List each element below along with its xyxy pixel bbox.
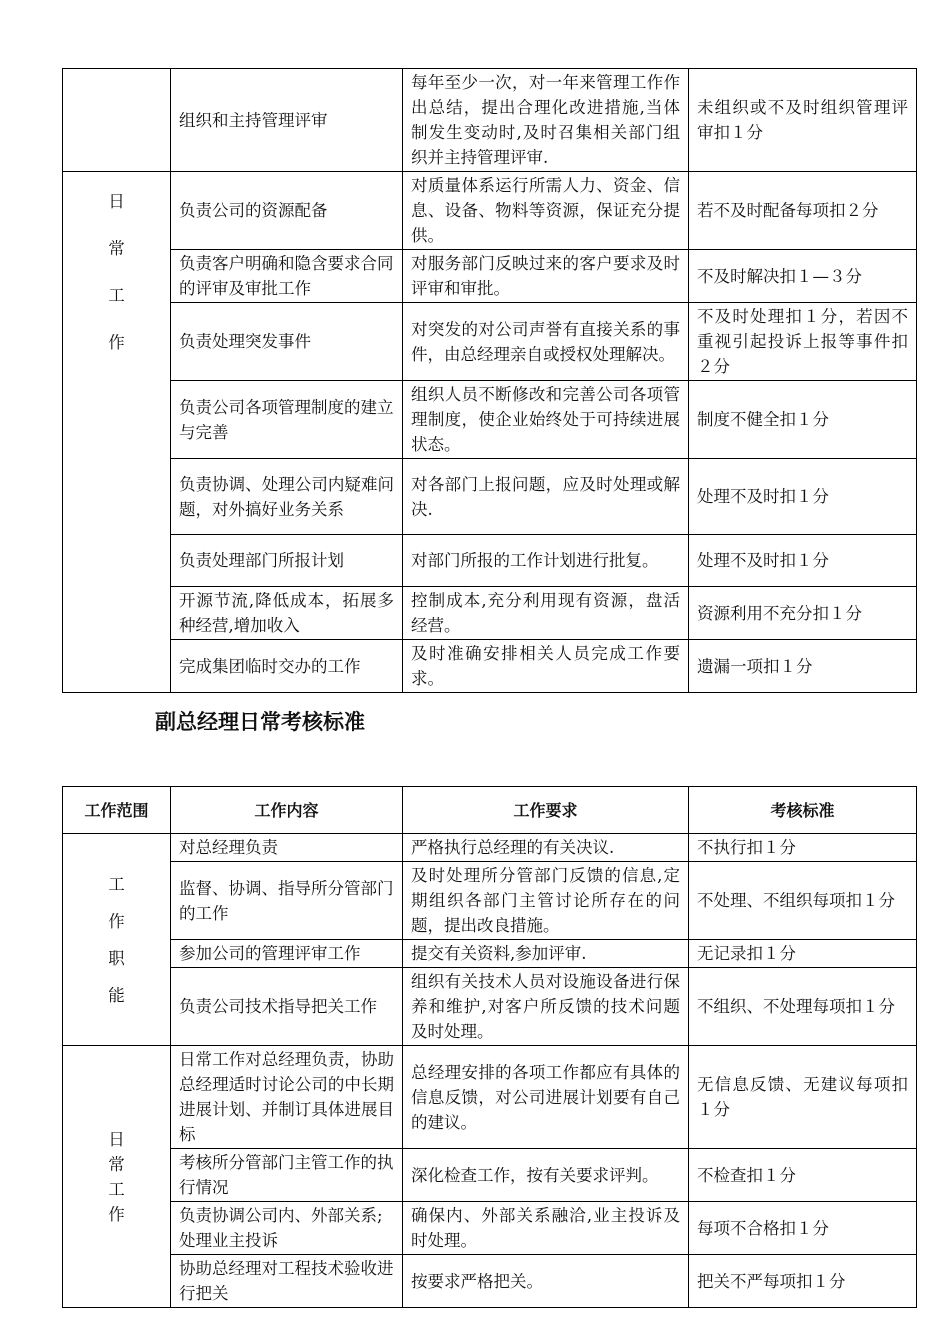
work-content-cell: 完成集团临时交办的工作	[171, 640, 403, 693]
work-requirement-cell: 提交有关资料,参加评审.	[403, 940, 689, 968]
category-char: 工	[108, 874, 125, 894]
work-requirement-cell: 对各部门上报问题，应及时处理或解决.	[403, 459, 689, 535]
table-row	[63, 1046, 917, 1149]
work-content-cell: 考核所分管部门主管工作的执行情况	[171, 1149, 403, 1202]
assessment-standard-cell: 遗漏一项扣１分	[689, 640, 917, 693]
work-content-cell: 负责公司技术指导把关工作	[171, 968, 403, 1046]
work-requirement-cell: 对质量体系运行所需人力、资金、信息、设备、物料等资源，保证充分提供。	[403, 172, 689, 250]
work-requirement-cell: 按要求严格把关。	[403, 1255, 689, 1308]
table-row	[63, 640, 917, 693]
work-requirement-cell: 深化检查工作，按有关要求评判。	[403, 1149, 689, 1202]
work-requirement-cell: 及时处理所分管部门反馈的信息,定期组织各部门主管讨论所存在的问题，提出改良措施。	[403, 862, 689, 940]
table-row	[63, 940, 917, 968]
category-char: 常	[108, 239, 125, 258]
work-requirement-cell: 总经理安排的各项工作都应有具体的信息反馈，对公司进展计划要有自己的建议。	[403, 1046, 689, 1149]
work-requirement-cell: 控制成本,充分利用现有资源，盘活经营。	[403, 587, 689, 640]
assessment-standard-cell: 不检查扣１分	[689, 1149, 917, 1202]
category-cell-job-functions	[63, 834, 171, 1046]
work-requirement-cell: 严格执行总经理的有关决议.	[403, 834, 689, 862]
header-work-content: 工作内容	[171, 787, 403, 834]
table-general-manager-continued	[62, 68, 917, 693]
assessment-standard-cell: 资源利用不充分扣１分	[689, 587, 917, 640]
work-content-cell: 负责公司各项管理制度的建立与完善	[171, 381, 403, 459]
header-assessment-standard: 考核标准	[689, 787, 917, 834]
assessment-standard-cell: 不执行扣１分	[689, 834, 917, 862]
table-row	[63, 303, 917, 381]
work-requirement-cell: 对突发的对公司声誉有直接关系的事件，由总经理亲自或授权处理解决。	[403, 303, 689, 381]
work-content-cell: 参加公司的管理评审工作	[171, 940, 403, 968]
table-row	[63, 381, 917, 459]
assessment-standard-cell: 若不及时配备每项扣２分	[689, 172, 917, 250]
category-char: 作	[108, 333, 125, 352]
assessment-standard-cell: 不及时解决扣１—３分	[689, 250, 917, 303]
work-requirement-cell: 对服务部门反映过来的客户要求及时评审和审批。	[403, 250, 689, 303]
assessment-standard-cell: 制度不健全扣１分	[689, 381, 917, 459]
assessment-standard-cell: 把关不严每项扣１分	[689, 1255, 917, 1308]
table-row	[63, 250, 917, 303]
work-content-cell: 日常工作对总经理负责，协助总经理适时讨论公司的中长期进展计划、并制订具体进展目标	[171, 1046, 403, 1149]
category-char: 日	[108, 192, 125, 211]
work-requirement-cell: 及时准确安排相关人员完成工作要求。	[403, 640, 689, 693]
category-char: 工	[108, 1179, 125, 1199]
table-deputy-general-manager	[62, 786, 917, 1308]
work-content-cell: 组织和主持管理评审	[171, 69, 403, 172]
assessment-standard-cell: 处理不及时扣１分	[689, 459, 917, 535]
section-title: 副总经理日常考核标准	[155, 710, 365, 734]
work-requirement-cell: 组织人员不断修改和完善公司各项管理制度，使企业始终处于可持续进展状态。	[403, 381, 689, 459]
header-work-requirement: 工作要求	[403, 787, 689, 834]
work-content-cell: 开源节流,降低成本，拓展多种经营,增加收入	[171, 587, 403, 640]
work-content-cell: 负责客户明确和隐含要求合同的评审及审批工作	[171, 250, 403, 303]
table-row	[63, 459, 917, 535]
work-requirement-cell: 确保内、外部关系融洽,业主投诉及时处理。	[403, 1202, 689, 1255]
work-requirement-cell: 组织有关技术人员对设施设备进行保养和维护,对客户所反馈的技术问题及时处理。	[403, 968, 689, 1046]
work-requirement-cell: 每年至少一次，对一年来管理工作作出总结，提出合理化改进措施,当体制发生变动时,及时召集相关部门组织并主持管理评审.	[403, 69, 689, 172]
table-row	[63, 968, 917, 1046]
assessment-standard-cell: 不处理、不组织每项扣１分	[689, 862, 917, 940]
category-char: 能	[108, 985, 125, 1005]
table-row	[63, 587, 917, 640]
table-header-row	[63, 787, 917, 834]
work-content-cell: 负责处理部门所报计划	[171, 535, 403, 587]
table-row	[63, 69, 917, 172]
assessment-standard-cell: 不组织、不处理每项扣１分	[689, 968, 917, 1046]
table-row	[63, 1255, 917, 1308]
table-row	[63, 1202, 917, 1255]
work-content-cell: 负责协调、处理公司内疑难问题，对外搞好业务关系	[171, 459, 403, 535]
category-cell-daily-work	[63, 172, 171, 693]
work-content-cell: 监督、协调、指导所分管部门的工作	[171, 862, 403, 940]
category-cell-empty	[63, 69, 171, 172]
category-char: 职	[108, 948, 125, 968]
table-row	[63, 535, 917, 587]
category-char: 日	[108, 1129, 125, 1149]
table-row	[63, 834, 917, 862]
work-content-cell: 协助总经理对工程技术验收进行把关	[171, 1255, 403, 1308]
work-requirement-cell: 对部门所报的工作计划进行批复。	[403, 535, 689, 587]
table-row	[63, 172, 917, 250]
work-content-cell: 负责协调公司内、外部关系;处理业主投诉	[171, 1202, 403, 1255]
category-cell-daily-work	[63, 1046, 171, 1308]
assessment-standard-cell: 无记录扣１分	[689, 940, 917, 968]
assessment-standard-cell: 每项不合格扣１分	[689, 1202, 917, 1255]
work-content-cell: 负责公司的资源配备	[171, 172, 403, 250]
assessment-standard-cell: 不及时处理扣１分，若因不重视引起投诉上报等事件扣２分	[689, 303, 917, 381]
category-char: 常	[108, 1154, 125, 1174]
category-char: 工	[108, 286, 125, 305]
table-row	[63, 1149, 917, 1202]
assessment-standard-cell: 处理不及时扣１分	[689, 535, 917, 587]
category-char: 作	[108, 911, 125, 931]
assessment-standard-cell: 未组织或不及时组织管理评审扣１分	[689, 69, 917, 172]
work-content-cell: 对总经理负责	[171, 834, 403, 862]
work-content-cell: 负责处理突发事件	[171, 303, 403, 381]
header-work-scope: 工作范围	[63, 787, 171, 834]
table-row	[63, 862, 917, 940]
assessment-standard-cell: 无信息反馈、无建议每项扣１分	[689, 1046, 917, 1149]
category-char: 作	[108, 1204, 125, 1224]
